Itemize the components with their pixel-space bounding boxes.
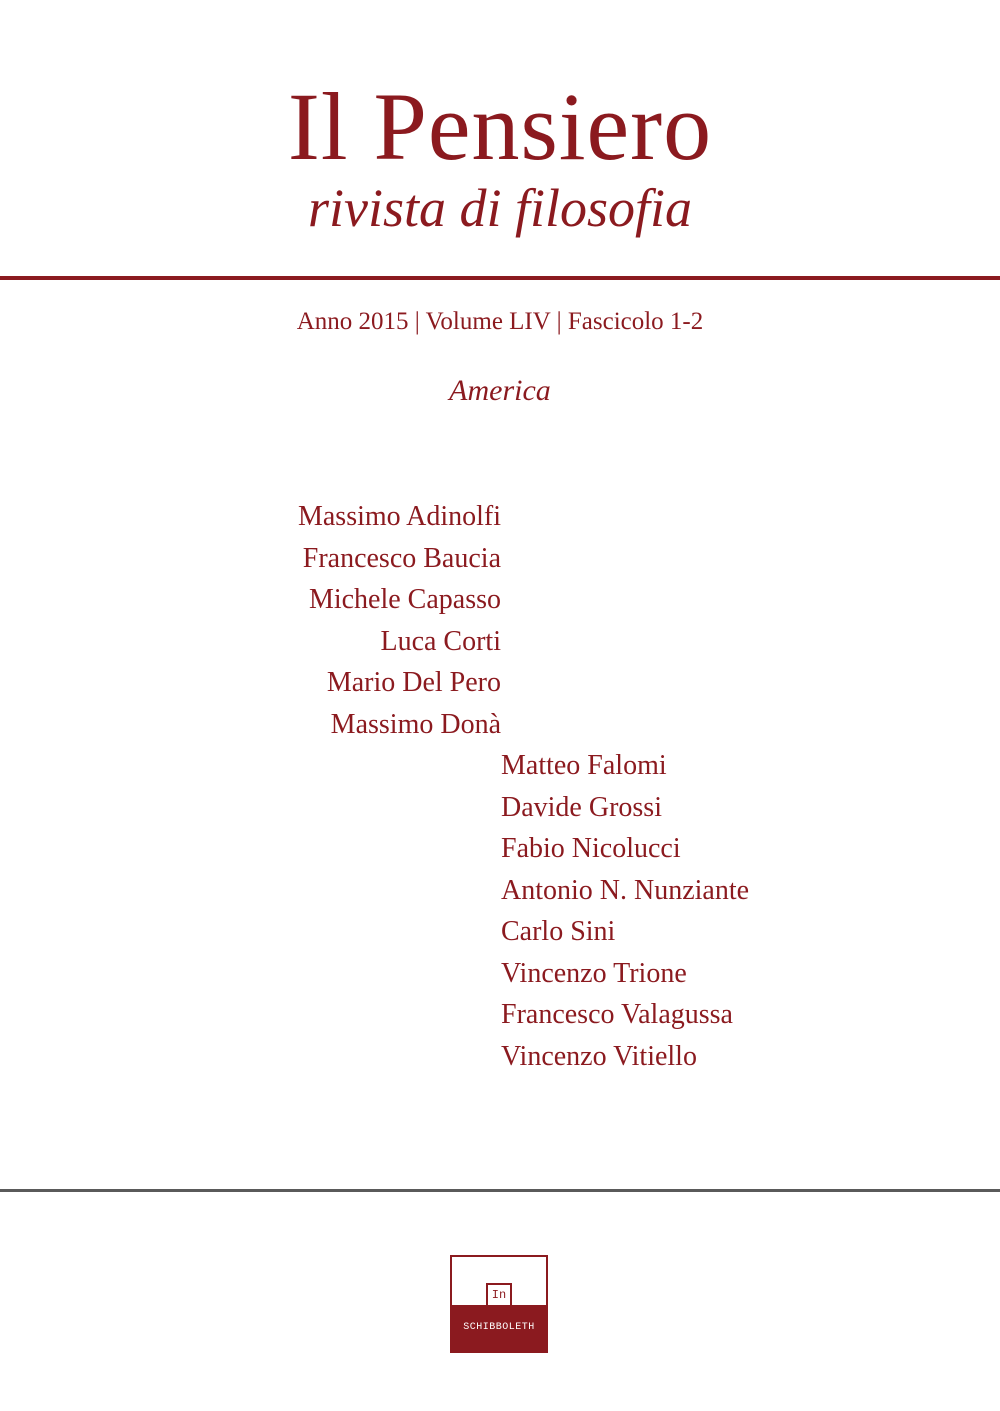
issue-theme: America bbox=[449, 374, 551, 407]
author-name: Fabio Nicolucci bbox=[501, 833, 681, 864]
author-name: Massimo Donà bbox=[330, 708, 501, 740]
authors-list-left bbox=[200, 496, 501, 745]
author-name: Michele Capasso bbox=[308, 584, 501, 615]
journal-subtitle: rivista di filosofia bbox=[307, 178, 693, 238]
top-divider bbox=[0, 276, 1000, 280]
author-name: Carlo Sini bbox=[501, 916, 616, 947]
author-name: Francesco Baucia bbox=[302, 542, 501, 574]
author-name: Francesco Valagussa bbox=[501, 999, 733, 1030]
author-name: Vincenzo Trione bbox=[501, 957, 687, 989]
logo-in-mark: In bbox=[486, 1283, 512, 1305]
journal-title: Il Pensiero bbox=[287, 73, 713, 180]
logo-top-panel bbox=[452, 1257, 546, 1306]
logo-publisher-name: SCHIBBOLETH bbox=[452, 1305, 546, 1351]
publisher-logo bbox=[450, 1255, 548, 1353]
author-name: Matteo Falomi bbox=[501, 750, 667, 781]
bottom-divider bbox=[0, 1189, 1000, 1192]
author-name: Luca Corti bbox=[380, 625, 501, 657]
author-name: Massimo Adinolfi bbox=[297, 501, 501, 532]
author-name: Mario Del Pero bbox=[326, 667, 501, 698]
authors-list-right bbox=[501, 745, 901, 1077]
author-name: Antonio N. Nunziante bbox=[501, 874, 750, 906]
issue-info: Anno 2015 | Volume LIV | Fascicolo 1-2 bbox=[296, 308, 704, 335]
author-name: Vincenzo Vitiello bbox=[501, 1040, 697, 1072]
author-name: Davide Grossi bbox=[501, 791, 662, 823]
